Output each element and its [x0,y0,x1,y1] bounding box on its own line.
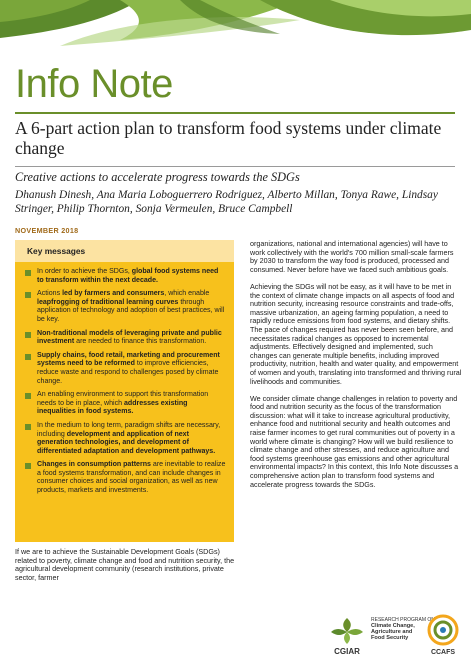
key-message-item [25,268,226,285]
key-message-run: In order to achieve the SDGs, [37,268,132,275]
key-message-item [25,391,226,417]
author-list: Dhanush Dinesh, Ana Maria Loboguerrero Rodriguez, Alberto Millan, Tonya Rawe, Lindsay Stringer, Philip Thornton, Sonja Vermeulen, Bruce Campbell [15,189,438,215]
program-line-4: Food Security [371,635,409,641]
ccafs-logo [425,612,461,658]
key-message-run: , which enable [164,290,210,298]
header-leaf-banner [0,0,471,48]
key-message-text [37,391,226,417]
program-line-3: Agriculture and [371,629,413,635]
square-bullet-icon [25,332,31,338]
key-message-emphasis: development and application of next generation technologies, and development of differentiated adaptation and development pathways. [37,430,216,455]
key-messages-box [15,240,234,542]
document-title: A 6-part action plan to transform food systems under climate change [15,118,442,158]
key-message-text [37,352,226,386]
key-message-emphasis: led by farmers and consumers [62,290,165,298]
program-line-2: Climate Change, [371,623,415,629]
title-divider [15,112,455,114]
cgiar-wordmark: CGIAR [334,647,360,656]
key-message-text [37,268,226,285]
publication-date: NOVEMBER 2018 [15,226,79,235]
doc-type-title: Info Note [15,62,173,106]
square-bullet-icon [25,270,31,276]
key-message-emphasis: Changes in consumption patterns [37,461,151,469]
key-messages-heading: Key messages [15,240,234,262]
key-message-run: Actions [37,290,63,298]
tagline: Creative actions to accelerate progress towards the SDGs [15,170,300,184]
body-paragraph-2: Achieving the SDGs will not be easy, as it will have to be met in the context of climate change impacts on all aspects of food and nutrition security, increasing resource constraints and trade-offs, massive urbanization, an ageing farming population, a need to rapidly reduce emissions from food systems, and dietary shifts. The pace of changes required has never been seen before, and necessitates radical changes as opposed to incremental adjustments. Effectively designed and implemented, such changes can generate multiple benefits, including improved productivity, nutrition, health and water quality, and empowerment of women and youth, translating into transformed and thriving rural livelihoods and communities. [250,281,462,386]
ccafs-wordmark: CCAFS [430,649,456,656]
key-message-emphasis: global food systems need to transform within the next decade. [37,268,219,284]
key-message-emphasis: Supply chains, food retail, marketing and procurement systems need to be reformed [37,351,220,368]
right-column-text [250,240,462,498]
key-message-item [25,352,226,386]
key-message-run: In the medium to long term, paradigm shifts are necessary, including [37,421,221,438]
body-paragraph-3: We consider climate change challenges in relation to poverty and food and nutrition security as the focus of the transformation discussion: what will it take to increase agricultural productivity, enhance food and nutritional security and health outcomes and raise farmer incomes to get rural communities out of poverty in a world where climate is changing? How will we build resilience to climate change and other stresses, and reduce agriculture and food systems greenhouse gas emissions and other agricultural environmental impacts? In this context, this Info Note discusses a comprehensive action plan to transform food systems and accelerate progress towards the SDGs. [250,393,459,489]
key-messages-list [15,262,234,496]
key-message-emphasis: leapfrogging of traditional learning curves [37,298,179,306]
key-message-item [25,461,226,495]
key-message-emphasis: Non-traditional models of leveraging private and public investment [37,329,222,346]
key-message-item [25,290,226,324]
body-paragraph-1: organizations, national and international agencies) will have to work collectively with the world's 700 million small-scale farmers by 2030 to transform the way food is produced, processed and consumed. Never before have we faced such ambitious goals. [250,239,454,274]
square-bullet-icon [25,354,31,360]
subtitle-divider [15,166,455,167]
key-message-run: to improve efficiencies, reduce waste and respond to challenges posed by climate change. [37,360,219,385]
key-message-run: through application of technology and adoption of best practices, will be key. [37,298,225,323]
key-message-item [25,330,226,347]
square-bullet-icon [25,393,31,399]
square-bullet-icon [25,424,31,430]
program-line-1: RESEARCH PROGRAM ON [371,617,435,623]
key-message-text [37,330,226,347]
key-message-text [37,461,226,495]
cgiar-logo [325,614,369,656]
intro-paragraph: If we are to achieve the Sustainable Development Goals (SDGs) related to poverty, climate change and food and nutrition security, the agricultural development community (research institutions, private sector, farmer [15,547,235,582]
key-message-item [25,422,226,456]
key-message-run: are inevitable to realize a food systems transformation, and can include changes in consumer choices and social organization, as well as new products, markets and investments. [37,461,226,495]
key-message-run: are needed to finance this transformation. [74,338,207,346]
key-message-run: An enabling environment to support this transformation needs to be in place, which [37,391,209,407]
square-bullet-icon [25,463,31,469]
key-message-text [37,290,226,324]
square-bullet-icon [25,292,31,298]
key-message-text [37,422,226,456]
key-message-emphasis: addresses existing inequalities in food systems. [37,399,188,416]
